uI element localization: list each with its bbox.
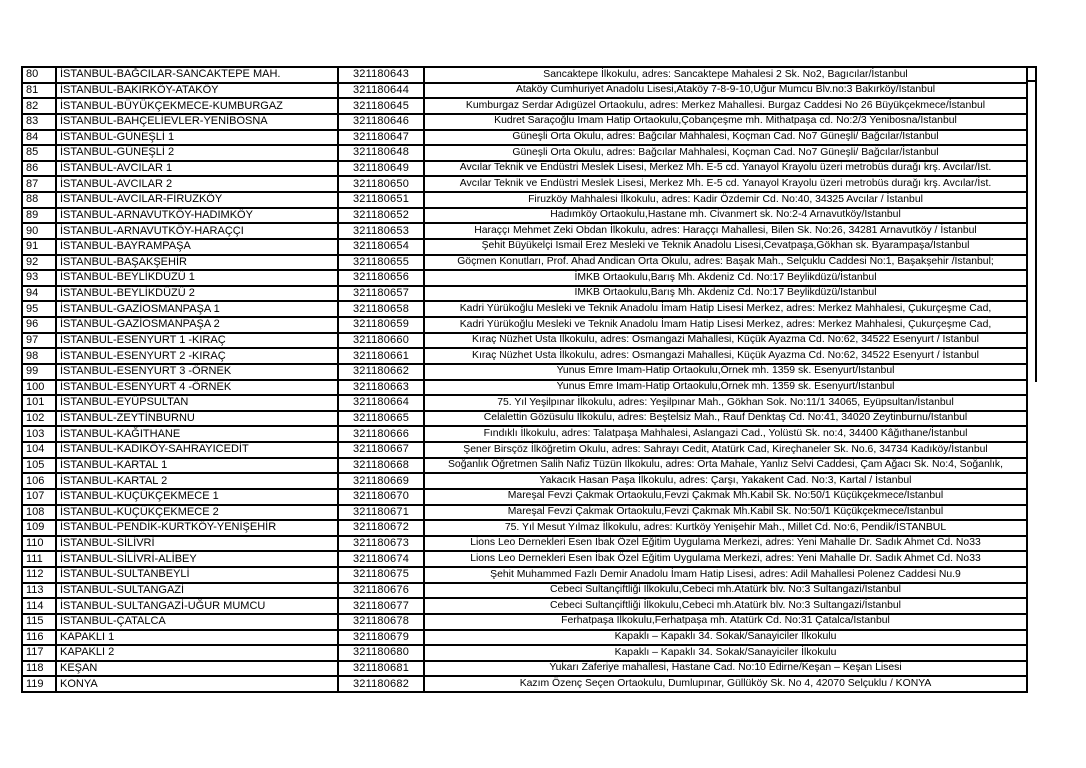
center-name-cell: İSTANBUL-ESENYURT 1 -KIRAÇ [56,333,338,349]
center-code-cell: 321180679 [338,630,424,646]
row-number-cell: 114 [22,598,56,614]
exam-centers-table [21,66,1028,693]
address-cell: Mareşal Fevzi Çakmak Ortaokulu,Fevzi Çakmak Mh.Kabil Sk. No:50/1 Küçükçekmece/İstanbul [424,505,1027,521]
row-number-cell: 119 [22,676,56,692]
center-name-cell: İSTANBUL-BEYLİKDÜZÜ 1 [56,270,338,286]
row-number-cell: 103 [22,426,56,442]
table-row [22,255,1027,271]
address-cell: Kudret Saraçoğlu İmam Hatip Ortaokulu,Çobançeşme mh. Mithatpaşa cd. No:2/3 Yenibosna/İstanbul [424,114,1027,130]
address-cell: Kapaklı – Kapaklı 34. Sokak/Sanayiciler İlkokulu [424,645,1027,661]
row-number-cell: 101 [22,395,56,411]
address-cell: Kadri Yürükoğlu Mesleki ve Teknik Anadolu İmam Hatip Lisesi Merkez, adres: Merkez Mahhalesi, Çukurçeşme Cad, [424,317,1027,333]
center-code-cell: 321180664 [338,395,424,411]
center-name-cell: İSTANBUL-BAKIRKÖY-ATAKÖY [56,83,338,99]
row-number-cell: 106 [22,473,56,489]
center-code-cell: 321180668 [338,458,424,474]
table-row [22,442,1027,458]
table-row [22,520,1027,536]
row-number-cell: 89 [22,208,56,224]
row-number-cell: 96 [22,317,56,333]
table-right-edge-extension [1026,66,1037,382]
center-name-cell: KAPAKLI 1 [56,630,338,646]
table-row [22,645,1027,661]
row-number-cell: 110 [22,536,56,552]
center-name-cell: İSTANBUL-ESENYURT 4 -ÖRNEK [56,380,338,396]
row-number-cell: 105 [22,458,56,474]
center-name-cell: İSTANBUL-ARNAVUTKÖY-HARAÇÇI [56,223,338,239]
address-cell: Fındıklı İlkokulu, adres: Talatpaşa Mahhalesi, Aslangazi Cad., Yolüstü Sk. no:4, 34400 Kâğıthane/İstanbul [424,426,1027,442]
center-name-cell: KAPAKLI 2 [56,645,338,661]
center-name-cell: İSTANBUL-BAYRAMPAŞA [56,239,338,255]
address-cell: Lions Leo Dernekleri Esen İbak Özel Eğitim Uygulama Merkezi, adres: Yeni Mahalle Dr. Sadık Ahmet Cd. No33 [424,551,1027,567]
address-cell: Şehit Büyükelçi İsmail Erez Mesleki ve Teknik Anadolu Lisesi,Cevatpaşa,Gökhan sk. Byarampaşa/İstanbul [424,239,1027,255]
address-cell: İMKB Ortaokulu,Barış Mh. Akdeniz Cd. No:17 Beylikdüzü/İstanbul [424,270,1027,286]
row-number-cell: 116 [22,630,56,646]
table-row [22,473,1027,489]
row-number-cell: 112 [22,567,56,583]
center-code-cell: 321180653 [338,223,424,239]
address-cell: Güneşli Orta Okulu, adres: Bağcılar Mahhalesi, Koçman Cad. No7 Güneşli/ Bağcılar/İstanbul [424,130,1027,146]
table-row [22,426,1027,442]
address-cell: Kıraç Nüzhet Usta İlkokulu, adres: Osmangazi Mahallesi, Küçük Ayazma Cd. No:62, 34522 Esenyurt / İstanbul [424,333,1027,349]
table-row [22,286,1027,302]
address-cell: Yakacık Hasan Paşa İlkokulu, adres: Çarşı, Yakakent Cad. No:3, Kartal / İstanbul [424,473,1027,489]
table-row [22,411,1027,427]
row-number-cell: 83 [22,114,56,130]
center-name-cell: İSTANBUL-ESENYURT 2 -KIRAÇ [56,348,338,364]
center-name-cell: İSTANBUL-GAZİOSMANPAŞA 2 [56,317,338,333]
center-code-cell: 321180648 [338,145,424,161]
center-code-cell: 321180677 [338,598,424,614]
center-name-cell: İSTANBUL-KAĞITHANE [56,426,338,442]
center-name-cell: KEŞAN [56,661,338,677]
center-name-cell: İSTANBUL-BAĞCILAR-SANCAKTEPE MAH. [56,67,338,83]
center-code-cell: 321180669 [338,473,424,489]
row-number-cell: 100 [22,380,56,396]
row-number-cell: 107 [22,489,56,505]
center-code-cell: 321180680 [338,645,424,661]
address-cell: Göçmen Konutları, Prof. Ahad Andican Orta Okulu, adres: Başak Mah., Selçuklu Caddesi No:1, Başakşehir /İstanbul; [424,255,1027,271]
center-name-cell: İSTANBUL-ESENYURT 3 -ÖRNEK [56,364,338,380]
center-code-cell: 321180649 [338,161,424,177]
address-cell: Kıraç Nüzhet Usta İlkokulu, adres: Osmangazi Mahallesi, Küçük Ayazma Cd. No:62, 34522 Esenyurt / İstanbul [424,348,1027,364]
center-name-cell: İSTANBUL-PENDİK-KURTKÖY-YENİŞEHİR [56,520,338,536]
center-name-cell: KONYA [56,676,338,692]
address-cell: Şener Birsçöz İlköğretim Okulu, adres: Sahrayı Cedit, Atatürk Cad, Kireçhaneler Sk. No.6, 34734 Kadıköy/İstanbul [424,442,1027,458]
center-code-cell: 321180644 [338,83,424,99]
center-code-cell: 321180651 [338,192,424,208]
row-number-cell: 115 [22,614,56,630]
center-name-cell: İSTANBUL-ÇATALCA [56,614,338,630]
center-code-cell: 321180674 [338,551,424,567]
row-number-cell: 81 [22,83,56,99]
row-number-cell: 82 [22,98,56,114]
table-row [22,551,1027,567]
address-cell: Celalettin Gözüsulu İlkokulu, adres: Beştelsiz Mah., Rauf Denktaş Cd. No:41, 34020 Zeytinburnu/İstanbul [424,411,1027,427]
table-row [22,176,1027,192]
table-row [22,598,1027,614]
row-number-cell: 98 [22,348,56,364]
exam-centers-table-body [22,67,1027,692]
center-name-cell: İSTANBUL-BÜYÜKÇEKMECE-KUMBURGAZ [56,98,338,114]
center-code-cell: 321180676 [338,583,424,599]
center-name-cell: İSTANBUL-BAHÇELİEVLER-YENİBOSNA [56,114,338,130]
center-name-cell: İSTANBUL-GAZİOSMANPAŞA 1 [56,301,338,317]
address-cell: Avcılar Teknik ve Endüstri Meslek Lisesi, Merkez Mh. E-5 cd. Yanayol Krayolu üzeri metrobüs durağı krş. Avcılar/İst. [424,176,1027,192]
center-code-cell: 321180646 [338,114,424,130]
table-row [22,223,1027,239]
address-cell: Cebeci Sultançiftliği İlkokulu,Cebeci mh.Atatürk blv. No:3 Sultangazi/İstanbul [424,583,1027,599]
center-name-cell: İSTANBUL-EYÜPSULTAN [56,395,338,411]
row-number-cell: 111 [22,551,56,567]
center-name-cell: İSTANBUL-KARTAL 1 [56,458,338,474]
center-name-cell: İSTANBUL-KARTAL 2 [56,473,338,489]
table-row [22,364,1027,380]
center-code-cell: 321180658 [338,301,424,317]
center-name-cell: İSTANBUL-ZEYTİNBURNU [56,411,338,427]
table-row [22,161,1027,177]
row-number-cell: 93 [22,270,56,286]
row-number-cell: 90 [22,223,56,239]
center-code-cell: 321180650 [338,176,424,192]
table-row [22,395,1027,411]
table-row [22,67,1027,83]
address-cell: Avcılar Teknik ve Endüstri Meslek Lisesi, Merkez Mh. E-5 cd. Yanayol Krayolu üzeri metrobüs durağı krş. Avcılar/İst. [424,161,1027,177]
table-row [22,505,1027,521]
row-number-cell: 86 [22,161,56,177]
center-name-cell: İSTANBUL-SİLİVRİ-ALİBEY [56,551,338,567]
row-number-cell: 109 [22,520,56,536]
row-number-cell: 94 [22,286,56,302]
center-name-cell: İSTANBUL-KÜÇÜKÇEKMECE 2 [56,505,338,521]
table-row [22,145,1027,161]
address-cell: Kapaklı – Kapaklı 34. Sokak/Sanayiciler İlkokulu [424,630,1027,646]
center-code-cell: 321180673 [338,536,424,552]
table-row [22,333,1027,349]
center-code-cell: 321180662 [338,364,424,380]
center-code-cell: 321180661 [338,348,424,364]
center-code-cell: 321180645 [338,98,424,114]
address-cell: Sancaktepe İlkokulu, adres: Sancaktepe Mahalesi 2 Sk. No2, Bagıcılar/İstanbul [424,67,1027,83]
table-row [22,83,1027,99]
row-number-cell: 88 [22,192,56,208]
center-name-cell: İSTANBUL-KÜÇÜKÇEKMECE 1 [56,489,338,505]
address-cell: Firuzköy Mahhalesi İlkokulu, adres: Kadir Özdemir Cd. No:40, 34325 Avcılar / İstanbul [424,192,1027,208]
center-name-cell: İSTANBUL-AVCILAR-FİRUZKÖY [56,192,338,208]
row-number-cell: 104 [22,442,56,458]
row-number-cell: 87 [22,176,56,192]
center-code-cell: 321180671 [338,505,424,521]
center-code-cell: 321180682 [338,676,424,692]
table-row [22,98,1027,114]
center-code-cell: 321180647 [338,130,424,146]
row-number-cell: 118 [22,661,56,677]
table-row [22,536,1027,552]
row-number-cell: 113 [22,583,56,599]
table-row [22,567,1027,583]
table-row [22,301,1027,317]
center-code-cell: 321180659 [338,317,424,333]
table-row [22,458,1027,474]
center-name-cell: İSTANBUL-GÜNEŞLİ 1 [56,130,338,146]
table-row [22,130,1027,146]
address-cell: Ferhatpaşa İlkokulu,Ferhatpaşa mh. Atatürk Cd. No:31 Çatalca/İstanbul [424,614,1027,630]
address-cell: Mareşal Fevzi Çakmak Ortaokulu,Fevzi Çakmak Mh.Kabil Sk. No:50/1 Küçükçekmece/İstanbul [424,489,1027,505]
row-number-cell: 117 [22,645,56,661]
center-code-cell: 321180654 [338,239,424,255]
row-number-cell: 85 [22,145,56,161]
row-number-cell: 84 [22,130,56,146]
table-row [22,348,1027,364]
center-name-cell: İSTANBUL-SULTANGAZİ [56,583,338,599]
center-code-cell: 321180667 [338,442,424,458]
table-right-edge-extension-divider [1026,80,1037,82]
address-cell: Kazım Özenç Seçen Ortaokulu, Dumlupınar, Güllüköy Sk. No 4, 42070 Selçuklu / KONYA [424,676,1027,692]
row-number-cell: 97 [22,333,56,349]
row-number-cell: 80 [22,67,56,83]
center-name-cell: İSTANBUL-GÜNEŞLİ 2 [56,145,338,161]
center-name-cell: İSTANBUL-ARNAVUTKÖY-HADIMKÖY [56,208,338,224]
address-cell: Şehit Muhammed Fazlı Demir Anadolu İmam Hatip Lisesi, adres: Adil Mahallesi Polenez Caddesi Nu.9 [424,567,1027,583]
center-code-cell: 321180681 [338,661,424,677]
address-cell: 75. Yıl Yeşilpınar İlkokulu, adres: Yeşilpınar Mah., Gökhan Sok. No:11/1 34065, Eyüpsultan/İstanbul [424,395,1027,411]
center-code-cell: 321180657 [338,286,424,302]
table-row [22,380,1027,396]
table-row [22,630,1027,646]
center-code-cell: 321180663 [338,380,424,396]
table-row [22,583,1027,599]
address-cell: Hadımköy Ortaokulu,Hastane mh. Civanmert sk. No:2-4 Arnavutköy/İstanbul [424,208,1027,224]
table-row [22,114,1027,130]
row-number-cell: 99 [22,364,56,380]
center-code-cell: 321180660 [338,333,424,349]
center-name-cell: İSTANBUL-SULTANGAZİ-UĞUR MUMCU [56,598,338,614]
center-name-cell: İSTANBUL-SULTANBEYLİ [56,567,338,583]
table-row [22,317,1027,333]
address-cell: İMKB Ortaokulu,Barış Mh. Akdeniz Cd. No:17 Beylikdüzü/İstanbul [424,286,1027,302]
table-row [22,676,1027,692]
center-code-cell: 321180655 [338,255,424,271]
center-name-cell: İSTANBUL-BEYLİKDÜZÜ 2 [56,286,338,302]
center-code-cell: 321180675 [338,567,424,583]
center-name-cell: İSTANBUL-SİLİVRİ [56,536,338,552]
address-cell: Kadri Yürükoğlu Mesleki ve Teknik Anadolu İmam Hatip Lisesi Merkez, adres: Merkez Mahhalesi, Çukurçeşme Cad, [424,301,1027,317]
center-name-cell: İSTANBUL-BAŞAKŞEHİR [56,255,338,271]
center-code-cell: 321180672 [338,520,424,536]
center-code-cell: 321180643 [338,67,424,83]
address-cell: Yukarı Zaferiye mahallesi, Hastane Cad. No:10 Edirne/Keşan – Keşan Lisesi [424,661,1027,677]
address-cell: Cebeci Sultançiftliği İlkokulu,Cebeci mh.Atatürk blv. No:3 Sultangazi/İstanbul [424,598,1027,614]
table-row [22,489,1027,505]
center-code-cell: 321180670 [338,489,424,505]
address-cell: 75. Yıl Mesut Yılmaz İlkokulu, adres: Kurtköy Yenişehir Mah., Millet Cd. No:6, Pendik/İSTANBUL [424,520,1027,536]
center-code-cell: 321180666 [338,426,424,442]
address-cell: Haraççı Mehmet Zeki Obdan İlkokulu, adres: Haraççı Mahallesi, Bilen Sk. No:26, 34281 Arnavutköy / İstanbul [424,223,1027,239]
table-row [22,614,1027,630]
table-row [22,239,1027,255]
address-cell: Ataköy Cumhuriyet Anadolu Lisesi,Ataköy 7-8-9-10,Uğur Mumcu Blv.no:3 Bakırköy/İstanbul [424,83,1027,99]
table-row [22,661,1027,677]
row-number-cell: 95 [22,301,56,317]
row-number-cell: 108 [22,505,56,521]
address-cell: Güneşli Orta Okulu, adres: Bağcılar Mahhalesi, Koçman Cad. No7 Güneşli/ Bağcılar/İstanbul [424,145,1027,161]
table-row [22,192,1027,208]
address-cell: Yunus Emre İmam-Hatip Ortaokulu,Örnek mh. 1359 sk. Esenyurt/İstanbul [424,364,1027,380]
row-number-cell: 91 [22,239,56,255]
row-number-cell: 92 [22,255,56,271]
center-name-cell: İSTANBUL-AVCILAR 1 [56,161,338,177]
center-code-cell: 321180652 [338,208,424,224]
center-code-cell: 321180678 [338,614,424,630]
table-row [22,208,1027,224]
address-cell: Soğanlık Öğretmen Salih Nafiz Tüzün İlkokulu, adres: Orta Mahale, Yanlız Selvi Caddesi, Çam Ağacı Sk. No:4, Soğanlık, [424,458,1027,474]
center-code-cell: 321180665 [338,411,424,427]
center-code-cell: 321180656 [338,270,424,286]
center-name-cell: İSTANBUL-AVCILAR 2 [56,176,338,192]
row-number-cell: 102 [22,411,56,427]
table-row [22,270,1027,286]
address-cell: Lions Leo Dernekleri Esen İbak Özel Eğitim Uygulama Merkezi, adres: Yeni Mahalle Dr. Sadık Ahmet Cd. No33 [424,536,1027,552]
address-cell: Kumburgaz Serdar Adıgüzel Ortaokulu, adres: Merkez Mahallesi. Burgaz Caddesi No 26 Büyükçekmece/İstanbul [424,98,1027,114]
center-name-cell: İSTANBUL-KADIKÖY-SAHRAYICEDİT [56,442,338,458]
address-cell: Yunus Emre İmam-Hatip Ortaokulu,Örnek mh. 1359 sk. Esenyurt/İstanbul [424,380,1027,396]
